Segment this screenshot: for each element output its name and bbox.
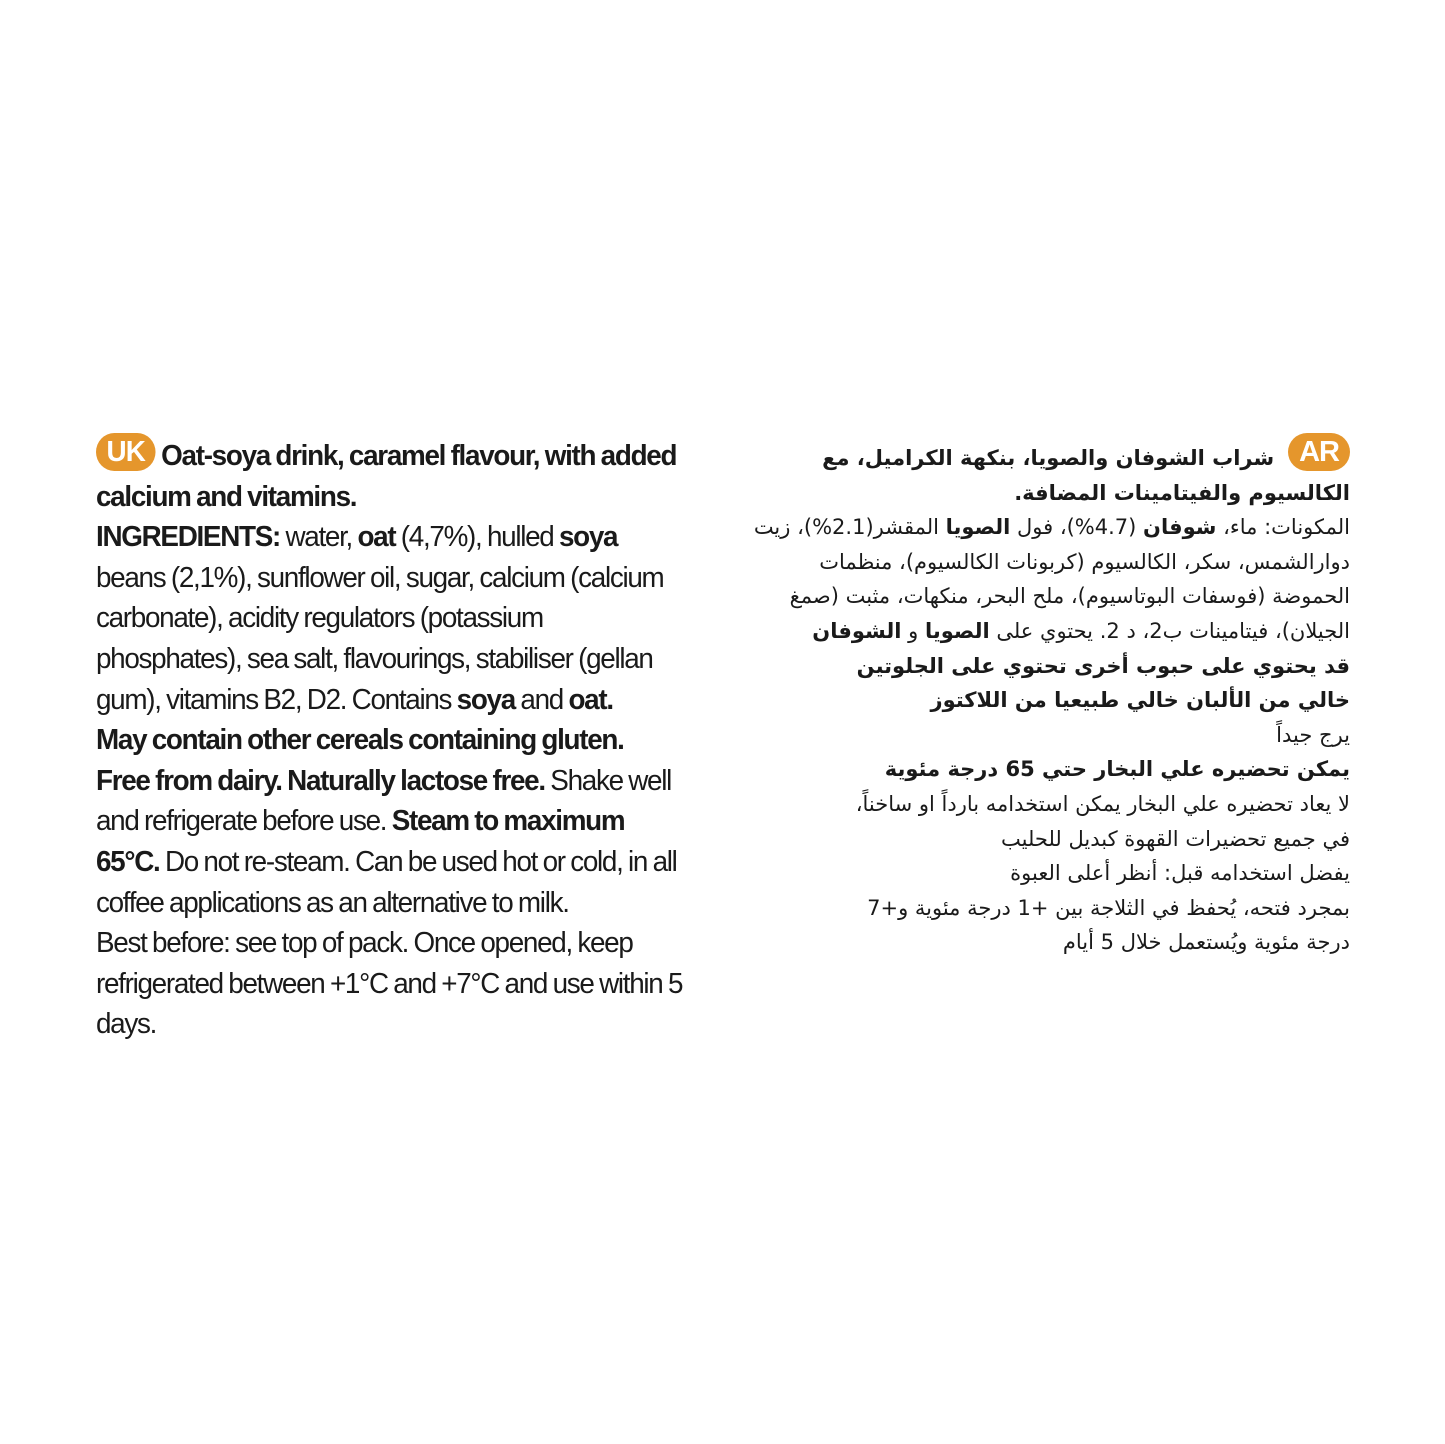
gluten-warning: May contain other cereals containing gluten.	[96, 724, 624, 757]
english-title	[96, 433, 684, 517]
usage-text: Shake well and refrigerate before use.	[96, 764, 672, 838]
ingredients-text: water,	[279, 521, 358, 554]
english-product-title: Oat-soya drink, caramel flavour, with added calcium and vitamins.	[96, 440, 677, 513]
english-label-panel	[96, 433, 684, 1045]
allergen-oat: oat.	[568, 683, 613, 716]
ingredients-text: المقشر(2.1%)، زيت دوارالشمس، سكر، الكالسيوم (كربونات الكالسيوم)، منظمات الحموضة (فوسفات البوتاسيوم)، ملح البحر، منكهات، مثبت (صمغ الجيلان)، فيتامينات ب2، د 2. يحتوي على	[753, 515, 1350, 643]
steam-instruction: يمكن تحضيره علي البخار حتي 65 درجة مئوية	[884, 757, 1350, 782]
arabic-label-panel	[740, 433, 1350, 960]
ingredients-text: and	[514, 683, 569, 716]
arabic-resteam: لا يعاد تحضيره علي البخار يمكن استخدامه بارداً او ساخناً،	[855, 791, 1350, 816]
arabic-dairy-claim	[740, 683, 1350, 718]
usage-text: Do not re-steam. Can be used hot or cold, in all coffee applications as an alternative to milk.	[96, 845, 677, 919]
dairy-free-claim: خالي من الألبان خالي طبيعيا من اللاكتوز	[930, 688, 1350, 713]
arabic-product-title: شراب الشوفان والصويا، بنكهة الكراميل، مع الكالسيوم والفيتامينات المضافة.	[822, 446, 1350, 505]
allergen-oat: oat	[357, 521, 396, 554]
storage-text: Best before: see top of pack. Once opened, keep refrigerated between +1°C and +7°C and use within 5 days.	[96, 927, 683, 1041]
arabic-once-opened: بمجرد فتحه، يُحفظ في الثلاجة بين +1 درجة مئوية و+7	[867, 895, 1350, 920]
allergen-soya: الصويا	[924, 618, 990, 643]
allergen-oat: شوفان	[1143, 515, 1217, 540]
allergen-soya: الصويا	[945, 515, 1011, 540]
dairy-free-claim: Free from dairy. Naturally lactose free.	[96, 764, 545, 797]
arabic-shake: يرج جيداً	[1276, 722, 1350, 747]
arabic-steam	[740, 752, 1350, 787]
arabic-best-before: يفضل استخدامه قبل: أنظر أعلى العبوة	[1010, 861, 1350, 886]
uk-language-badge: UK	[96, 433, 155, 471]
ar-language-badge: AR	[1288, 433, 1350, 471]
gluten-warning: قد يحتوي على حبوب أخرى تحتوي على الجلوتين	[856, 653, 1350, 678]
steam-instruction: Steam to maximum 65°C.	[96, 805, 625, 878]
ingredients-text: (4,7%), hulled	[395, 521, 559, 554]
ingredients-label: INGREDIENTS:	[96, 521, 280, 554]
arabic-ingredients	[740, 510, 1350, 648]
ingredients-text: المكونات: ماء،	[1216, 515, 1350, 540]
arabic-title	[740, 433, 1350, 510]
arabic-use-within: درجة مئوية ويُستعمل خلال 5 أيام	[1062, 930, 1350, 955]
allergen-soya: soya	[456, 683, 515, 716]
english-ingredients	[96, 517, 684, 1045]
arabic-gluten-warning	[740, 649, 1350, 684]
ingredients-text: (4.7%)، فول	[1010, 515, 1144, 540]
arabic-coffee: في جميع تحضيرات القهوة كبديل للحليب	[1000, 826, 1350, 851]
allergen-oat: الشوفان	[812, 618, 902, 643]
ingredients-text: beans (2,1%), sunflower oil, sugar, calcium (calcium carbonate), acidity regulators (potassium phosphates), sea salt, flavourings, stabiliser (gellan gum), vitamins B2, D2. Contains	[96, 561, 664, 716]
allergen-soya: soya	[558, 521, 618, 554]
ingredients-text: و	[901, 618, 925, 643]
